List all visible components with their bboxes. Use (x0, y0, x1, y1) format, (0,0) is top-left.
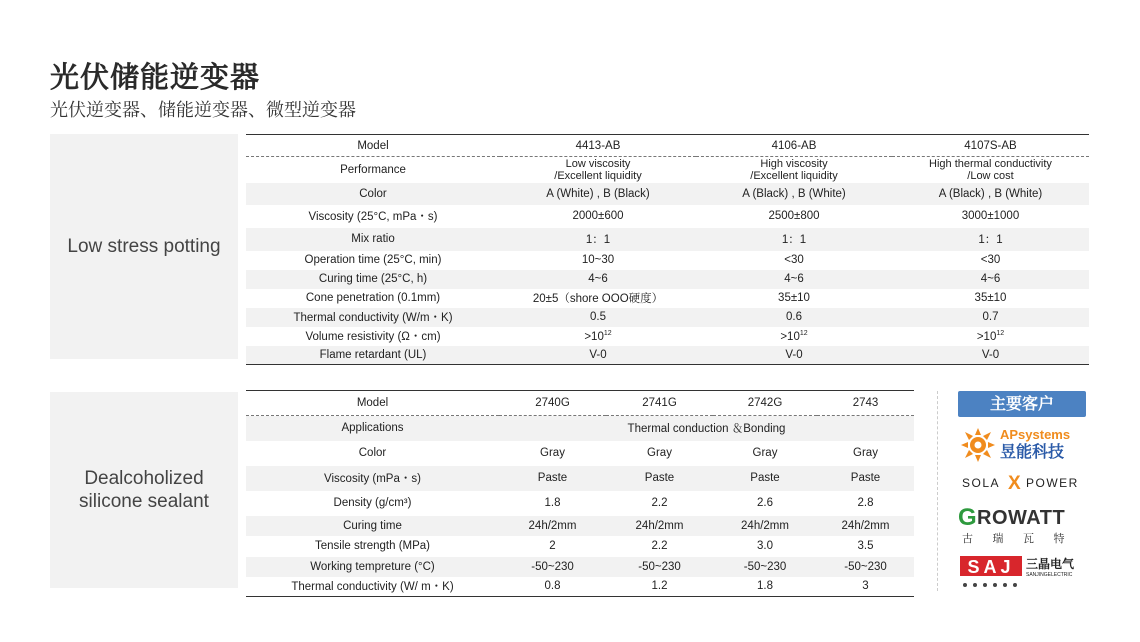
growatt-g-text: G (958, 504, 977, 531)
value-cell: 35±10 (778, 292, 810, 304)
table-row (246, 228, 1089, 251)
row-label-cell: Viscosity (25°C, mPa・s) (308, 211, 438, 223)
value-cell: Gray (853, 447, 878, 459)
applications-row (246, 416, 914, 441)
row-label-cell: Applications (246, 416, 499, 441)
value-cell (892, 327, 1089, 346)
table-row (246, 516, 914, 536)
value-cell: -50~230 (499, 557, 606, 577)
table-row (246, 536, 914, 557)
value-cell: 2.2 (651, 540, 668, 552)
value-cell: 24h/2mm (499, 516, 606, 536)
value-cell: 2500±800 (768, 210, 820, 222)
value-cell: 2000±600 (572, 210, 624, 222)
table-row (246, 251, 1089, 270)
saj-cn-text: 三晶电气 (1026, 557, 1075, 571)
value-cell: Paste (817, 466, 914, 491)
row-label-cell: Color (358, 447, 387, 459)
resistivity-exponent: 12 (603, 329, 612, 337)
value-cell: 4~6 (696, 270, 892, 289)
solax-left-text: SOLA (962, 476, 1001, 490)
value-cell: 2.8 (857, 497, 874, 509)
row-label-cell: Color (246, 183, 500, 205)
section1-label: Low stress potting (67, 236, 221, 257)
applications-value-cell: Thermal conduction ＆Bonding (499, 416, 914, 441)
value-cell: 1：1 (696, 228, 892, 251)
row-label-cell: Curing time (246, 516, 499, 536)
solax-right-text: POWER (1026, 476, 1079, 490)
value-cell: 4~6 (892, 270, 1089, 289)
section2-label: Dealcoholized silicone sealant (79, 468, 209, 512)
apsystems-cn-text: 昱能科技 (1000, 442, 1065, 461)
row-label-cell: Thermal conductivity (W/m・K) (246, 308, 500, 327)
value-cell: A (Black) , B (White) (696, 183, 892, 205)
value-cell: <30 (784, 254, 804, 266)
row-label-cell: Flame retardant (UL) (246, 346, 500, 365)
table-row (246, 308, 1089, 327)
value-cell: 2 (549, 540, 556, 552)
table-row (246, 557, 914, 577)
table-row (246, 270, 1089, 289)
growatt-logo (958, 501, 1086, 545)
header-model-cell: 2740G (499, 391, 606, 416)
value-cell: Paste (606, 466, 713, 491)
growatt-cn-text: 古 瑞 瓦 特 (962, 532, 1073, 545)
table-row (246, 491, 914, 516)
value-cell: Low viscosity /Excellent liquidity (554, 157, 642, 182)
value-cell (696, 327, 892, 346)
header-label-cell: Model (246, 135, 500, 157)
value-cell: -50~230 (713, 557, 817, 577)
apsystems-sun-icon (961, 428, 995, 462)
value-cell: 1.8 (544, 497, 561, 509)
row-label-cell: Working tempreture (°C) (246, 557, 499, 577)
header-model-cell: 2742G (713, 391, 817, 416)
apsystems-en-text: APsystems (1000, 427, 1071, 442)
value-cell: 3 (817, 577, 914, 597)
value-cell: 24h/2mm (606, 516, 713, 536)
solax-x-text: X (1008, 473, 1021, 493)
value-cell: 24h/2mm (817, 516, 914, 536)
header-model-cell: 2741G (606, 391, 713, 416)
value-cell: 3.0 (757, 540, 773, 552)
saj-dots-icon (963, 583, 1017, 587)
header-model-cell: 2743 (817, 391, 914, 416)
value-cell: 10~30 (581, 254, 615, 266)
value-cell (500, 327, 696, 346)
resistivity-base: >10 (976, 330, 997, 343)
page-subtitle: 光伏逆变器、储能逆变器、微型逆变器 (50, 100, 356, 121)
value-cell: 4~6 (500, 270, 696, 289)
table-header-row (246, 391, 914, 416)
value-cell: 3.5 (857, 540, 874, 552)
apsystems-logo (958, 423, 1086, 463)
table-row (246, 183, 1089, 205)
row-label-cell: Mix ratio (246, 228, 500, 251)
value-cell: 0.5 (500, 308, 696, 327)
header-model-cell: 4106-AB (696, 135, 892, 157)
value-cell: 35±10 (974, 292, 1007, 304)
value-cell: High viscosity /Excellent liquidity (750, 157, 838, 182)
row-label-cell: Operation time (25°C, min) (304, 254, 442, 266)
saj-en-text: SANJINGELECTRIC (1026, 572, 1073, 578)
row-label-cell: Performance (340, 163, 406, 176)
table-row (246, 327, 1089, 346)
row-label-cell: Thermal conductivity (W/ m・K) (246, 577, 499, 597)
value-cell: V-0 (500, 346, 696, 365)
saj-logo (958, 553, 1086, 591)
value-cell: Gray (540, 447, 565, 459)
customers-title: 主要客户 (958, 391, 1086, 417)
resistivity-exponent: 12 (799, 329, 808, 337)
table-row (246, 205, 1089, 228)
value-cell: <30 (980, 254, 1001, 266)
value-cell: Gray (647, 447, 672, 459)
resistivity-base: >10 (584, 330, 604, 343)
row-label-cell: Cone penetration (0.1mm) (305, 292, 441, 304)
row-label-cell: Viscosity (mPa・s) (246, 466, 499, 491)
value-cell: 1.2 (606, 577, 713, 597)
customers-panel (958, 391, 1088, 578)
section2-label-box (50, 392, 238, 588)
value-cell: 0.6 (696, 308, 892, 327)
value-cell: 1：1 (892, 228, 1089, 251)
header-label-cell: Model (246, 391, 499, 416)
value-cell: 1.8 (713, 577, 817, 597)
value-cell: 0.7 (892, 308, 1089, 327)
table-row (246, 289, 1089, 308)
value-cell: Paste (713, 466, 817, 491)
value-cell: Paste (499, 466, 606, 491)
page-title: 光伏储能逆变器 (50, 60, 261, 94)
value-cell: High thermal conductivity /Low cost (929, 157, 1052, 182)
row-label-cell: Tensile strength (MPa) (314, 540, 431, 552)
table-header-row (246, 135, 1089, 157)
row-label-cell: Curing time (25°C, h) (246, 270, 500, 289)
growatt-rest-text: ROWATT (977, 507, 1066, 529)
value-cell: 24h/2mm (713, 516, 817, 536)
value-cell: V-0 (696, 346, 892, 365)
value-cell: 0.8 (499, 577, 606, 597)
value-cell: 20±5（shore OOO硬度） (532, 293, 664, 305)
sealant-spec-table (246, 390, 914, 597)
value-cell: A (White) , B (Black) (500, 183, 696, 205)
table-row (246, 157, 1089, 183)
potting-spec-table (246, 134, 1089, 365)
value-cell: 1：1 (500, 228, 696, 251)
section1-label-box (50, 134, 238, 359)
saj-mark-text: SAJ (967, 557, 1015, 577)
value-cell: 2.6 (757, 497, 773, 509)
value-cell: 3000±1000 (961, 210, 1020, 222)
row-label-cell: Density (g/cm³) (333, 497, 412, 509)
header-model-cell: 4413-AB (500, 135, 696, 157)
value-cell: Gray (752, 447, 778, 459)
resistivity-base: >10 (780, 330, 800, 343)
vertical-divider (937, 391, 938, 591)
header-model-cell: 4107S-AB (892, 135, 1089, 157)
table-row (246, 441, 914, 466)
value-cell: 2.2 (651, 497, 668, 509)
table-row (246, 577, 914, 597)
row-label-cell: Volume resistivity (Ω・cm) (305, 331, 441, 343)
value-cell: -50~230 (606, 557, 713, 577)
value-cell: A (Black) , B (White) (892, 183, 1089, 205)
resistivity-exponent: 12 (996, 329, 1005, 337)
table-row (246, 466, 914, 491)
solax-logo (958, 471, 1086, 493)
value-cell: V-0 (892, 346, 1089, 365)
table-row (246, 346, 1089, 365)
value-cell: -50~230 (817, 557, 914, 577)
